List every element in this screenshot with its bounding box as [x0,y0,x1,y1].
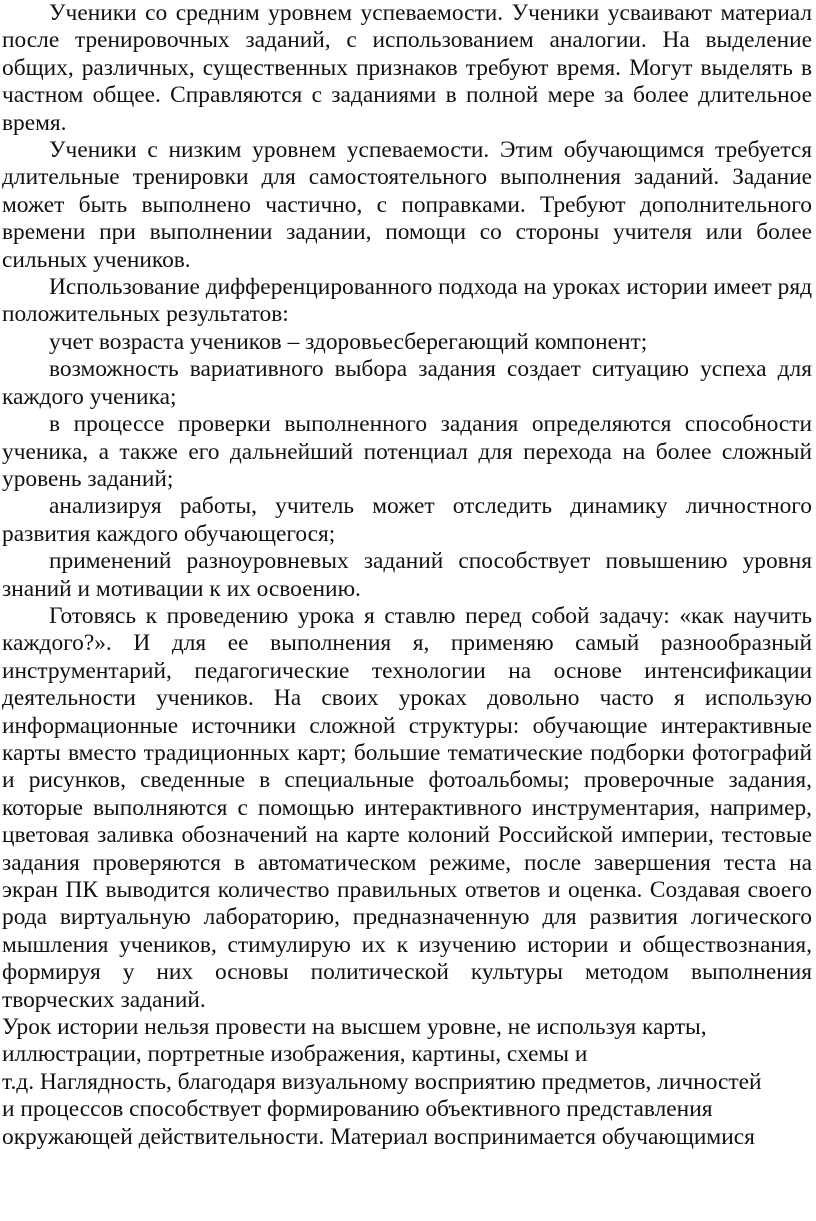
list-item-checking: в процессе проверки выполненного задания определяются способности ученика, а также его дальнейший потенциал для перехода на более сложный уровень заданий; [2,411,812,492]
list-item-multilevel: применений разноуровневых заданий способствует повышению уровня знаний и мотивации к их освоению. [2,548,812,602]
text-line: иллюстрации, портретные изображения, картины, схемы и [2,1041,588,1068]
list-item-age: учет возраста учеников – здоровьесберегающий компонент; [49,328,648,355]
document-page [2,0,812,1151]
text-line: Урок истории нельзя провести на высшем уровне, не используя карты, [2,1014,707,1041]
text-line: окружающей действительности. Материал воспринимается обучающимися [2,1123,755,1150]
paragraph-differentiated-approach: Использование дифференцированного подхода на уроках истории имеет ряд положительных результатов: [2,274,812,328]
paragraph-lesson-preparation: Готовясь к проведению урока я ставлю перед собой задачу: «как научить каждого?». И для ее выполнения я, применяю самый разнообразный инструментарий, педагогические технологии на основе интенсификации деятельности учеников. На своих уроках довольно часто я использую информационные источники сложной структуры: обучающие интерактивные карты вместо традиционных карт; большие тематические подборки фотографий и рисунков, сведенные в специальные фотоальбомы; проверочные задания, которые выполняются с помощью интерактивного инструментария, например, цветовая заливка обозначений на карте колоний Российской империи, тестовые задания проверяются в автоматическом режиме, после завершения теста на экран ПК выводится количество правильных ответов и оценка. Создавая своего рода виртуальную лабораторию, предназначенную для развития логического мышления учеников, стимулирую их к изучению истории и обществознания, формируя у них основы политической культуры методом выполнения творческих заданий. [2,602,812,1013]
paragraph-average-students: Ученики со средним уровнем успеваемости. Ученики усваивают материал после тренировочных заданий, с использованием аналогии. На выделение общих, различных, существенных признаков требуют время. Могут выделять в частном общее. Справляются с заданиями в полной мере за более длительное время. [2,0,812,136]
paragraph-visual-aids [2,1014,812,1151]
paragraph-low-students: Ученики с низким уровнем успеваемости. Этим обучающимся требуется длительные тренировки для самостоятельного выполнения заданий. Задание может быть выполнено частично, с поправками. Требуют дополнительного времени при выполнении задании, помощи со стороны учителя или более сильных учеников. [2,137,812,273]
list-item-analysis: анализируя работы, учитель может отследить динамику личностного развития каждого обучающегося; [2,493,812,547]
text-line: т.д. Наглядность, благодаря визуальному восприятию предметов, личностей [2,1068,762,1095]
list-item-choice: возможность вариативного выбора задания создает ситуацию успеха для каждого ученика; [2,356,812,410]
text-line: и процессов способствует формированию объективного представления [2,1096,713,1123]
